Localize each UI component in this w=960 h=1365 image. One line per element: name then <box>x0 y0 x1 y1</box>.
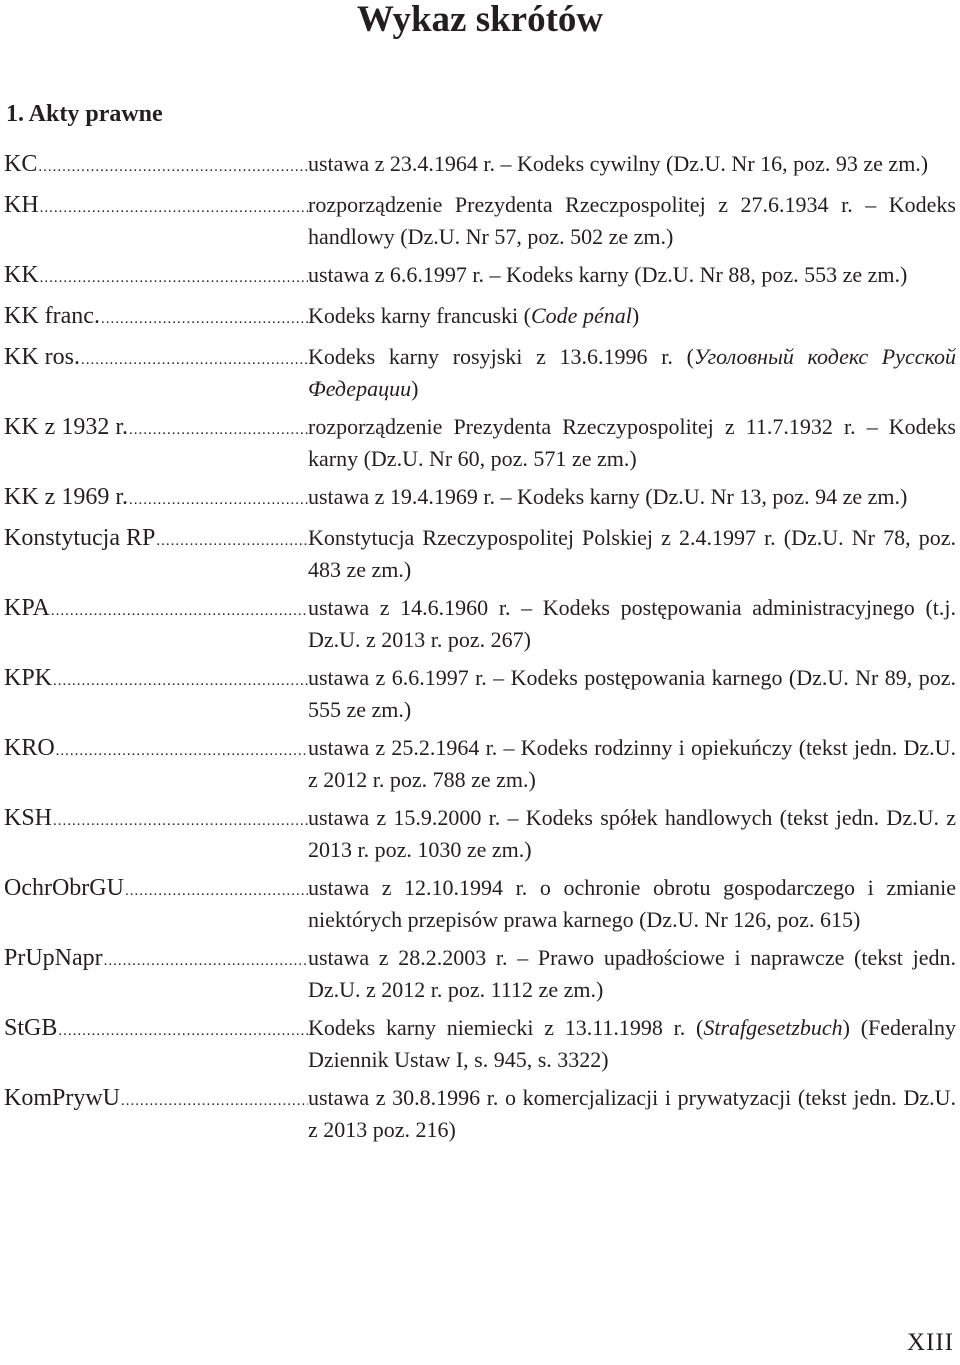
abbreviation <box>0 802 308 866</box>
abbreviation-text: KK ros. <box>4 344 80 370</box>
description-italic: Strafgesetzbuch <box>703 1015 843 1040</box>
abbreviation <box>0 1012 308 1076</box>
description: ustawa z 6.6.1997 r. – Kodeks postępowania karnego (Dz.U. Nr 89, poz. 555 ze zm.) <box>308 665 956 722</box>
description: rozporządzenie Prezydenta Rzeczypospolitej z 11.7.1932 r. – Kodeks karny (Dz.U. Nr 60, poz. 571 ze zm.) <box>308 414 956 471</box>
abbreviation-text: KRO <box>4 735 55 761</box>
leader-dots <box>155 525 308 557</box>
list-item <box>0 592 960 656</box>
description: ustawa z 30.8.1996 r. o komercjalizacji i prywatyzacji (tekst jedn. Dz.U. z 2013 poz. 216) <box>308 1085 956 1142</box>
description: ustawa z 12.10.1994 r. o ochronie obrotu gospodarczego i zmianie niektórych przepisów prawa karnego (Dz.U. Nr 126, poz. 615) <box>308 875 956 932</box>
abbreviation-text: KPK <box>4 665 53 691</box>
abbreviation <box>0 662 308 726</box>
abbreviation <box>0 872 308 936</box>
description-text: ) (Federalny Dziennik Ustaw I, s. 945, s. 3322) <box>308 1015 957 1072</box>
description-text: Kodeks karny francuski ( <box>308 303 531 328</box>
leader-dots <box>39 262 308 294</box>
leader-dots <box>37 151 308 183</box>
leader-dots <box>120 1085 308 1117</box>
abbreviation-text: KH <box>4 192 39 218</box>
leader-dots <box>52 805 308 837</box>
description <box>308 300 960 335</box>
list-item <box>0 802 960 866</box>
abbreviation-text: KK franc. <box>4 303 100 329</box>
abbreviation-text: KK z 1969 r. <box>4 484 128 510</box>
description: rozporządzenie Prezydenta Rzeczpospolitej z 27.6.1934 r. – Kodeks handlowy (Dz.U. Nr 57, poz. 502 ze zm.) <box>308 192 956 249</box>
description: Konstytucja Rzeczypospolitej Polskiej z 2.4.1997 r. (Dz.U. Nr 78, poz. 483 ze zm.) <box>308 525 956 582</box>
description <box>308 1012 960 1076</box>
list-item <box>0 341 960 405</box>
page-title: Wykaz skrótów <box>356 0 604 40</box>
abbreviation-text: KC <box>4 151 38 177</box>
abbreviation-text: KK <box>4 262 39 288</box>
description: ustawa z 14.6.1960 r. – Kodeks postępowania administracyjnego (t.j. Dz.U. z 2013 r. poz. 267) <box>308 595 956 652</box>
leader-dots <box>128 484 308 516</box>
list-item <box>0 148 960 183</box>
abbreviation-list <box>0 148 960 1152</box>
description-text: Kodeks karny rosyjski z 13.6.1996 r. ( <box>308 344 694 369</box>
description-text: ) <box>411 376 419 401</box>
description: ustawa z 19.4.1969 r. – Kodeks karny (Dz.U. Nr 13, poz. 94 ze zm.) <box>308 484 908 509</box>
leader-dots <box>103 945 308 977</box>
abbreviation-text: KSH <box>4 805 53 831</box>
description: ustawa z 6.6.1997 r. – Kodeks karny (Dz.U. Nr 88, poz. 553 ze zm.) <box>308 262 908 287</box>
leader-dots <box>57 1015 308 1047</box>
list-item <box>0 259 960 294</box>
abbreviation <box>0 942 308 1006</box>
abbreviation <box>0 189 308 253</box>
abbreviation-text: StGB <box>4 1015 58 1041</box>
list-item <box>0 189 960 253</box>
list-item <box>0 1012 960 1076</box>
abbreviation <box>0 481 308 516</box>
abbreviation-text: Konstytucja RP <box>4 525 156 551</box>
description-text: Kodeks karny niemiecki z 13.11.1998 r. ( <box>308 1015 704 1040</box>
list-item <box>0 1082 960 1146</box>
abbreviation <box>0 259 308 294</box>
leader-dots <box>80 344 308 376</box>
abbreviation-text: KPA <box>4 595 50 621</box>
leader-dots <box>50 595 308 627</box>
leader-dots <box>52 665 308 697</box>
list-item <box>0 411 960 475</box>
list-item <box>0 942 960 1006</box>
description: ustawa z 23.4.1964 r. – Kodeks cywilny (Dz.U. Nr 16, poz. 93 ze zm.) <box>308 151 929 176</box>
list-item <box>0 300 960 335</box>
description <box>308 341 960 405</box>
leader-dots <box>100 303 308 335</box>
leader-dots <box>39 192 308 224</box>
abbreviation <box>0 341 308 405</box>
abbreviation <box>0 300 308 335</box>
abbreviation <box>0 411 308 475</box>
abbreviation-text: OchrObrGU <box>4 875 124 901</box>
leader-dots <box>55 735 308 767</box>
page-number: XIII <box>906 1329 954 1356</box>
leader-dots <box>128 414 308 446</box>
abbreviation-text: PrUpNapr <box>4 945 103 971</box>
list-item <box>0 732 960 796</box>
description-text: ) <box>631 303 640 328</box>
description: ustawa z 15.9.2000 r. – Kodeks spółek handlowych (tekst jedn. Dz.U. z 2013 r. poz. 1030 ze zm.) <box>308 805 956 862</box>
description: ustawa z 28.2.2003 r. – Prawo upadłościowe i naprawcze (tekst jedn. Dz.U. z 2012 r. poz. 1112 ze zm.) <box>308 945 956 1002</box>
abbreviation <box>0 1082 308 1146</box>
abbreviation-text: KK z 1932 r. <box>4 414 128 440</box>
description-italic: Code pénal <box>531 303 632 328</box>
abbreviation <box>0 732 308 796</box>
description-italic: Уголовный кодекс Русской Федерации <box>308 344 956 401</box>
list-item <box>0 481 960 516</box>
section-heading: 1. Akty prawne <box>6 101 163 127</box>
list-item <box>0 872 960 936</box>
abbreviation-text: KomPrywU <box>4 1085 121 1111</box>
abbreviation <box>0 522 308 586</box>
abbreviation <box>0 148 308 183</box>
description: ustawa z 25.2.1964 r. – Kodeks rodzinny i opiekuńczy (tekst jedn. Dz.U. z 2012 r. poz. 788 ze zm.) <box>308 735 956 792</box>
list-item <box>0 662 960 726</box>
list-item <box>0 522 960 586</box>
abbreviation <box>0 592 308 656</box>
leader-dots <box>124 875 308 907</box>
